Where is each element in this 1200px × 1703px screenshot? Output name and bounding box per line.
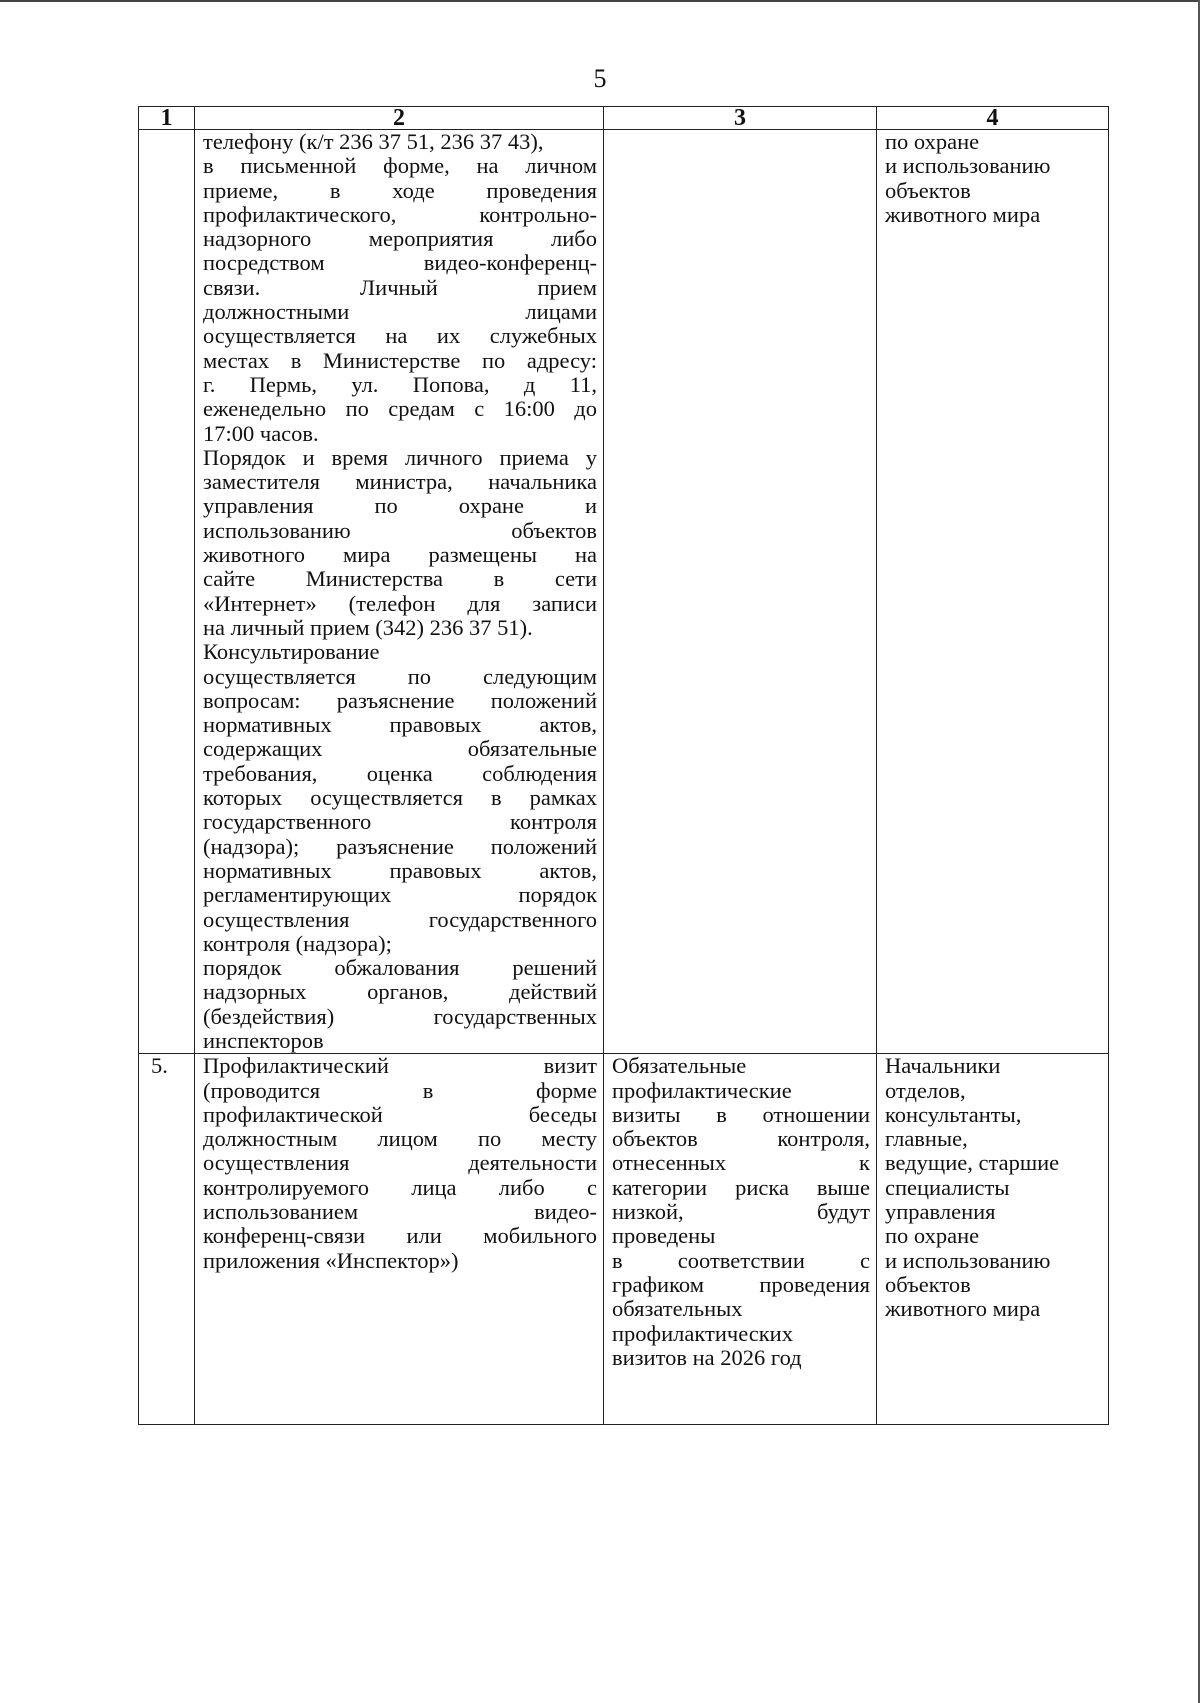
cell-text-line: управления по охране и — [203, 493, 597, 519]
table-row-5 — [139, 1054, 1109, 1425]
cell-text-line: Порядок и время личного приема у — [203, 444, 597, 470]
timing-cell — [604, 1054, 877, 1425]
cell-text-line: Обязательные — [612, 1053, 747, 1079]
cell-text-line: отнесенных к — [612, 1150, 870, 1176]
cell-text-line: 17:00 часов. — [203, 420, 319, 446]
measure-description-cell — [195, 130, 604, 1054]
cell-text-line: местах в Министерстве по адресу: — [203, 347, 597, 373]
row-number-cell — [139, 130, 195, 1054]
cell-text-line: государственного контроля — [203, 809, 597, 835]
cell-text-line: Консультирование — [203, 639, 380, 665]
cell-text-line: конференц-связи или мобильного — [203, 1223, 597, 1249]
cell-text-line: нормативных правовых актов, — [203, 712, 597, 738]
table-row-continued — [139, 130, 1109, 1054]
table-header-row — [139, 107, 1109, 130]
cell-text-line: и использованию — [885, 153, 1051, 179]
cell-text-line: телефону (к/т 236 37 51, 236 37 43), — [203, 129, 544, 154]
cell-text-line: осуществления деятельности — [203, 1150, 597, 1176]
header-col-3: 3 — [604, 107, 877, 130]
cell-text-line: «Интернет» (телефон для записи — [203, 590, 597, 616]
cell-text-line: объектов — [885, 177, 971, 203]
cell-text-line: и использованию — [885, 1247, 1051, 1273]
cell-text-line: специалисты — [885, 1174, 1010, 1200]
cell-text-line: г. Пермь, ул. Попова, д 11, — [203, 371, 597, 397]
cell-text-line: регламентирующих порядок — [203, 882, 597, 908]
cell-text-line: заместителя министра, начальника — [203, 469, 597, 495]
cell-text-line: профилактической беседы — [203, 1101, 597, 1127]
cell-text-line: контролируемого лица либо с — [203, 1174, 597, 1200]
cell-text-line: (проводится в форме — [203, 1077, 597, 1103]
cell-text-line: животного мира — [885, 1296, 1041, 1322]
cell-text-line: отделов, — [885, 1077, 966, 1103]
header-col-4: 4 — [877, 107, 1109, 130]
cell-text-line: обязательных — [612, 1296, 743, 1322]
cell-text-line: ведущие, старшие — [885, 1150, 1060, 1176]
cell-text-line: нормативных правовых актов, — [203, 857, 597, 883]
cell-text-line: профилактического, контрольно- — [203, 201, 597, 227]
cell-text-line: по охране — [885, 1223, 980, 1249]
measure-description-cell — [195, 1054, 604, 1425]
cell-text-line: сайте Министерства в сети — [203, 566, 597, 592]
cell-text-line: Начальники — [885, 1053, 1001, 1079]
cell-text-line: в письменной форме, на личном — [203, 153, 597, 179]
cell-text-line: Профилактический визит — [203, 1053, 597, 1079]
cell-text-line: на личный прием (342) 236 37 51). — [203, 614, 533, 640]
cell-text-line: графиком проведения — [612, 1271, 870, 1297]
cell-text-line: использованием видео- — [203, 1199, 597, 1225]
cell-text-line: должностными лицами — [203, 299, 597, 325]
cell-text-line: управления — [885, 1199, 996, 1225]
cell-text-line: профилактические — [612, 1077, 792, 1103]
cell-text-line: надзорных органов, действий — [203, 979, 597, 1005]
header-col-1: 1 — [139, 107, 195, 130]
cell-text-line: визитов на 2026 год — [612, 1344, 802, 1370]
cell-text-line: объектов контроля, — [612, 1126, 870, 1152]
cell-text-line: консультанты, — [885, 1101, 1022, 1127]
cell-text-line: контроля (надзора); — [203, 930, 392, 956]
plan-table — [138, 106, 1109, 1425]
cell-text-line: надзорного мероприятия либо — [203, 226, 597, 252]
timing-cell — [604, 130, 877, 1054]
responsible-cell — [877, 1054, 1109, 1425]
cell-text-line: (бездействия) государственных — [203, 1003, 597, 1029]
cell-text-line: профилактических — [612, 1320, 793, 1346]
cell-text-line: порядок обжалования решений — [203, 955, 597, 981]
cell-text-line: проведены — [612, 1223, 716, 1249]
cell-text-line: в соответствии с — [612, 1247, 870, 1273]
scan-top-edge — [0, 0, 1200, 2]
cell-text-line: вопросам: разъяснение положений — [203, 687, 597, 713]
cell-text-line: приеме, в ходе проведения — [203, 177, 597, 203]
cell-text-line: животного мира — [885, 201, 1041, 227]
responsible-cell — [877, 130, 1109, 1054]
cell-text-line: визиты в отношении — [612, 1101, 870, 1127]
cell-text-line: содержащих обязательные — [203, 736, 597, 762]
cell-text-line: инспекторов — [203, 1027, 324, 1053]
cell-text-line: должностным лицом по месту — [203, 1126, 597, 1152]
cell-text-line: использованию объектов — [203, 517, 597, 543]
cell-text-line: по охране — [885, 129, 980, 154]
cell-text-line: приложения «Инспектор») — [203, 1247, 459, 1273]
cell-text-line: осуществляется по следующим — [203, 663, 597, 689]
cell-text-line: осуществляется на их служебных — [203, 323, 597, 349]
cell-text-line: главные, — [885, 1126, 968, 1152]
cell-text-line: требования, оценка соблюдения — [203, 760, 597, 786]
cell-text-line: посредством видео-конференц- — [203, 250, 597, 276]
header-col-2: 2 — [195, 107, 604, 130]
cell-text-line: осуществления государственного — [203, 906, 597, 932]
cell-text-line: объектов — [885, 1271, 971, 1297]
cell-text-line: (надзора); разъяснение положений — [203, 833, 597, 859]
cell-text-line: животного мира размещены на — [203, 542, 597, 568]
cell-text-line: категории риска выше — [612, 1174, 870, 1200]
cell-text-line: низкой, будут — [612, 1199, 870, 1225]
cell-text-line: еженедельно по средам с 16:00 до — [203, 396, 597, 422]
cell-text-line: связи. Личный прием — [203, 274, 597, 300]
row-number-cell: 5. — [139, 1054, 195, 1425]
page-number: 5 — [593, 64, 607, 93]
cell-text-line: которых осуществляется в рамках — [203, 785, 597, 811]
